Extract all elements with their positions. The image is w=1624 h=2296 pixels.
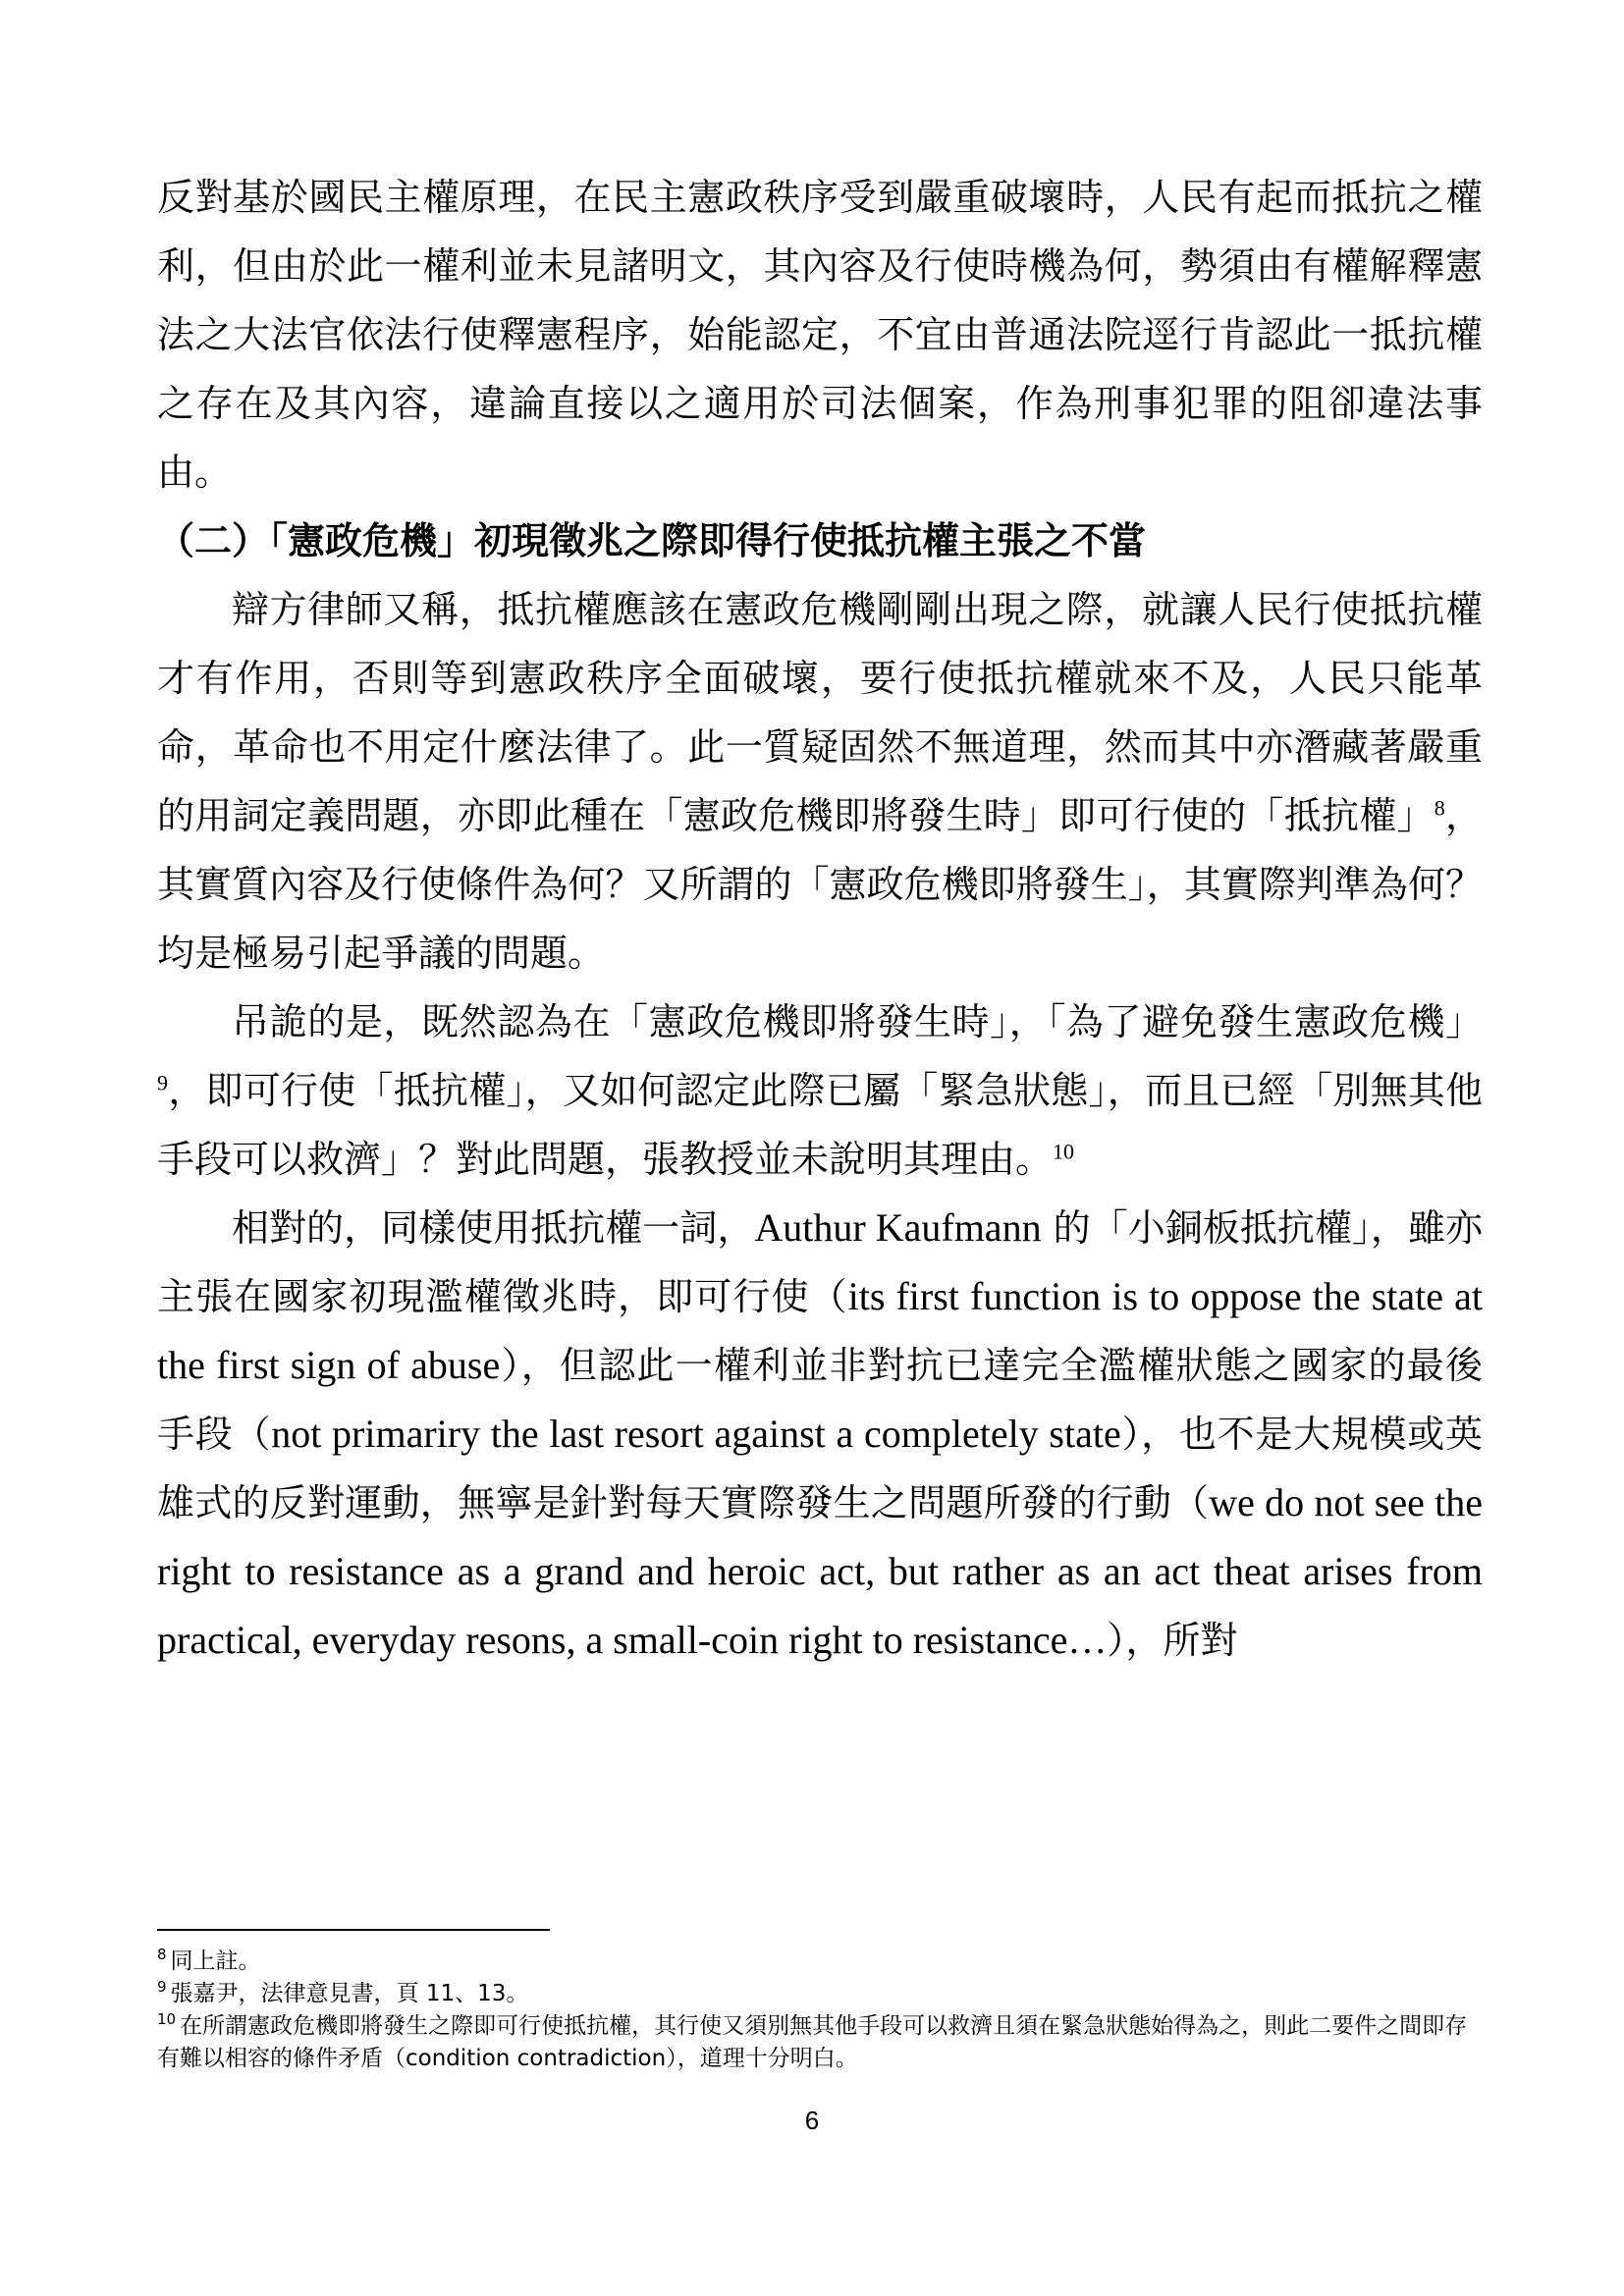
footnote-ref-9[interactable]: 9 (157, 1070, 168, 1095)
paragraph-4-english-2: its first function is to oppose the state at the first sign of abuse (157, 1274, 1483, 1387)
footnote-text: 在所謂憲政危機即將發生之際即可行使抵抗權，其行使又須別無其他手段可以救濟且須在緊急狀態始得為之，則此二要件之間即存有難以相容的條件矛盾（condition contradiction），道理十分明白。 (157, 2013, 1468, 2071)
footnote-ref-10[interactable]: 10 (1053, 1139, 1075, 1164)
body-text (157, 163, 1483, 1675)
footnote-8 (157, 1946, 1483, 1978)
paragraph-4-text-e: ），所對 (1107, 1619, 1238, 1662)
paragraph-4 (157, 1194, 1483, 1675)
footnote-text: 張嘉尹，法律意見書，頁 11、13。 (170, 1981, 529, 2006)
paragraph-2-text-b: ，其實質內容及行使條件為何？又所謂的「憲政危機即將發生」，其實際判準為何？均是極易引起爭議的問題。 (157, 794, 1483, 975)
footnote-text: 同上註。 (170, 1949, 261, 1974)
paragraph-3 (157, 988, 1483, 1194)
footnote-ref-8[interactable]: 8 (1434, 795, 1445, 821)
footnote-9 (157, 1978, 1483, 2010)
paragraph-4-english-4: we do not see the right to resistance as a grand and heroic act, but rather as an act theat arises from practical, everyday resons, a small-coin right to resistance… (157, 1480, 1483, 1662)
section-heading: （二）「憲政危機」初現徵兆之際即得行使抵抗權主張之不當 (157, 519, 1147, 562)
paragraph-3-text-a: 吊詭的是，既然認為在「憲政危機即將發生時」，「為了避免發生憲政危機」 (232, 1000, 1483, 1043)
paragraph-4-text-b: 的「小銅板抵抗權」，雖亦主張在國家初現濫權徵兆時，即可行使（ (157, 1206, 1483, 1318)
page-number: 6 (804, 2106, 820, 2135)
paragraph-1-text: 反對基於國民主權原理，在民主憲政秩序受到嚴重破壞時，人民有起而抵抗之權利，但由於此一權利並未見諸明文，其內容及行使時機為何，勢須由有權解釋憲法之大法官依法行使釋憲程序，始能認定，不宜由普通法院逕行肯認此一抵抗權之存在及其內容，違論直接以之適用於司法個案，作為刑事犯罪的阻卻違法事由。 (157, 176, 1483, 494)
paragraph-1 (157, 163, 1483, 507)
footnote-number: 9 (157, 1978, 167, 1997)
paragraph-4-text-a: 相對的，同樣使用抵抗權一詞， (232, 1206, 755, 1250)
footnote-10 (157, 2010, 1483, 2075)
paragraph-2-text-a: 辯方律師又稱，抵抗權應該在憲政危機剛剛出現之際，就讓人民行使抵抗權才有作用，否則等到憲政秩序全面破壞，要行使抵抗權就來不及，人民只能革命，革命也不用定什麼法律了。此一質疑固然不無道理，然而其中亦潛藏著嚴重的用詞定義問題，亦即此種在「憲政危機即將發生時」即可行使的「抵抗權」 (157, 588, 1483, 837)
footnote-number: 10 (157, 2010, 177, 2029)
paragraph-4-text-c: ），但認此一權利並非對抗已達完全濫權狀態之國家的最後手段（ (157, 1344, 1483, 1456)
paragraph-3-text-b: ，即可行使「抵抗權」，又如何認定此際已屬「緊急狀態」，而且已經「別無其他手段可以救濟」？對此問題，張教授並未說明其理由。 (157, 1069, 1483, 1181)
footnote-number: 8 (157, 1946, 167, 1964)
paragraph-2 (157, 575, 1483, 988)
paragraph-4-english-3: not primariry the last resort against a completely state (271, 1412, 1121, 1456)
paragraph-4-text-d: ），也不是大規模或英雄式的反對運動，無寧是針對每天實際發生之問題所發的行動（ (157, 1413, 1483, 1524)
footnote-divider (157, 1929, 550, 1931)
footnotes (157, 1946, 1483, 2075)
paragraph-4-english-1: Authur Kaufmann (754, 1205, 1042, 1250)
